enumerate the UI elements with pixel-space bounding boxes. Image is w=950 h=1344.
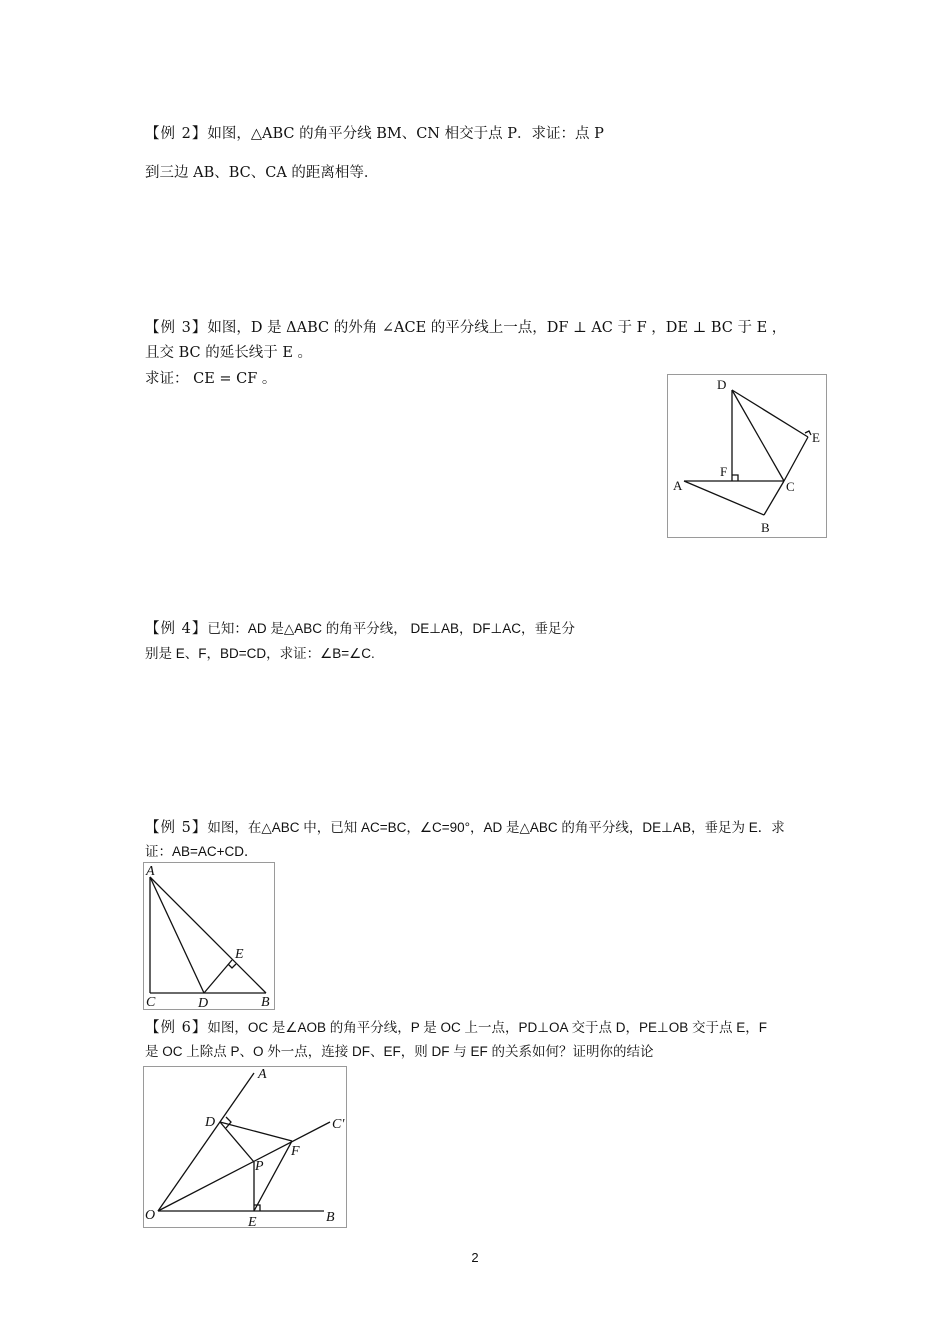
- ex6-label-A: A: [258, 1067, 267, 1082]
- ex6-figure: [143, 1066, 347, 1228]
- ex3-text1: 如图，D 是 ΔABC 的外角 ∠ACE 的平分线上一点，DF ⊥ AC 于 F ，DE ⊥ BC 于 E ，: [207, 320, 787, 336]
- ex5-label-D: D: [198, 996, 209, 1009]
- ex6-label-P: P: [255, 1159, 264, 1174]
- ex3-label-A: A: [673, 478, 683, 493]
- ex6-right-angle-D: [226, 1117, 231, 1128]
- ex6-line2: 是 OC 上除点 P、O 外一点，连接 DF、EF，则 DF 与 EF 的关系如何？证明你的结论: [145, 1044, 654, 1059]
- ex3-line3: 求证： CE = CF 。: [145, 371, 277, 387]
- ex5-label-E: E: [235, 947, 244, 962]
- ex6-seg-PD: [220, 1122, 254, 1162]
- ex3-seg-AB: [684, 481, 764, 515]
- page-number: 2: [471, 1250, 479, 1265]
- ex5-label: 【例 5】: [145, 820, 208, 836]
- ex6-label-C: C': [332, 1117, 345, 1132]
- ex3-figure: [667, 374, 827, 538]
- ex3-label: 【例 3】: [145, 320, 208, 336]
- ex3-label-B: B: [761, 520, 770, 535]
- ex6-label-B: B: [326, 1210, 335, 1225]
- ex3-diagram: [668, 375, 826, 537]
- ex4-text1: 已知：AD 是△ABC 的角平分线， DE⊥AB，DF⊥AC，垂足分: [207, 621, 576, 636]
- ex6-line1: [145, 1018, 767, 1038]
- ex6-ray-OA: [158, 1073, 254, 1211]
- ex2-label: 【例 2】: [145, 126, 208, 142]
- ex5-figure: [143, 862, 275, 1010]
- ex4-line1: [145, 619, 575, 639]
- ex6-label: 【例 6】: [145, 1020, 208, 1036]
- ex3-seg-DC: [732, 390, 784, 481]
- ex6-diagram: [144, 1067, 346, 1227]
- ex2-line1: [145, 124, 604, 144]
- ex5-text1: 如图，在△ABC 中，已知 AC=BC，∠C=90°，AD 是△ABC 的角平分线，DE⊥AB，垂足为 E．求: [207, 820, 785, 835]
- ex5-seg-DE: [204, 960, 232, 993]
- ex3-line2: 且交 BC 的延长线于 E 。: [145, 345, 313, 361]
- ex4-line2: 别是 E、F，BD=CD，求证：∠B=∠C.: [145, 646, 375, 661]
- ex2-line2: 到三边 AB、BC、CA 的距离相等．: [145, 165, 379, 181]
- ex6-label-D: D: [205, 1115, 216, 1130]
- ex5-line1: [145, 818, 785, 838]
- ex5-label-C: C: [146, 995, 156, 1009]
- ex6-label-O: O: [145, 1208, 156, 1223]
- ex6-label-E: E: [248, 1215, 257, 1227]
- ex3-line1: [145, 318, 786, 338]
- ex6-label-F: F: [291, 1144, 300, 1159]
- ex6-seg-DF: [220, 1122, 292, 1141]
- ex3-right-angle-F: [732, 475, 738, 481]
- ex5-seg-AD: [150, 877, 204, 993]
- ex5-line2: 证：AB=AC+CD．: [145, 844, 258, 859]
- ex4-label: 【例 4】: [145, 621, 208, 637]
- ex3-label-F: F: [720, 464, 728, 479]
- ex5-right-angle-E: [228, 964, 236, 968]
- ex3-right-angle-E: [805, 431, 811, 435]
- ex3-label-D: D: [717, 377, 727, 392]
- ex5-diagram: [144, 863, 274, 1009]
- ex6-ray-OC: [158, 1122, 330, 1211]
- ex2-text1: 如图，△ABC 的角平分线 BM、CN 相交于点 P．求证：点 P: [207, 126, 604, 142]
- ex3-seg-BC: [764, 481, 784, 515]
- ex5-seg-AB: [150, 877, 266, 993]
- ex3-seg-EC: [784, 437, 808, 481]
- ex3-seg-DE: [732, 390, 808, 437]
- ex3-label-C: C: [786, 479, 795, 494]
- ex5-label-B: B: [261, 995, 270, 1009]
- ex3-label-E: E: [812, 430, 820, 445]
- ex5-label-A: A: [146, 864, 155, 879]
- ex6-text1: 如图，OC 是∠AOB 的角平分线，P 是 OC 上一点，PD⊥OA 交于点 D，PE⊥OB 交于点 E，F: [207, 1020, 768, 1035]
